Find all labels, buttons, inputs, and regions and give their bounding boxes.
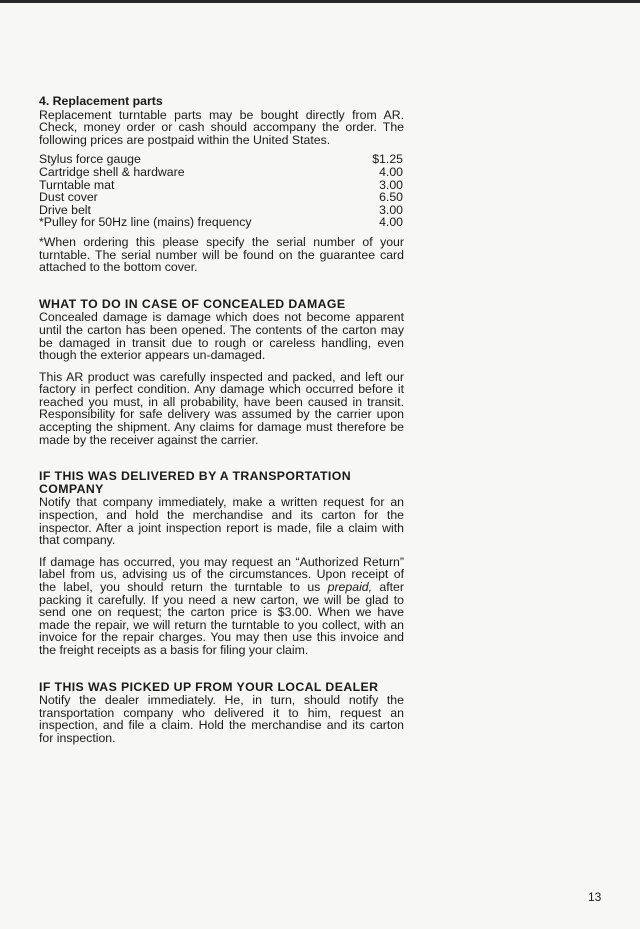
price-row-cartridge-shell	[39, 166, 404, 179]
concealed-damage-paragraph-1: Concealed damage is damage which does not become apparent until the carton has been opened. The contents of the carton may be damaged in transit due to rough or careless handling, even though the exterior appears un-damaged.	[39, 310, 404, 363]
item-name: Drive belt	[39, 202, 91, 217]
local-dealer-paragraph: Notify the dealer immediately. He, in turn, should notify the transportation company who delivered it to him, request an inspection, and file a claim. Hold the merchandise and its carton for inspection.	[39, 693, 404, 745]
concealed-damage-heading: WHAT TO DO IN CASE OF CONCEALED DAMAGE	[39, 296, 346, 311]
item-name: Turntable mat	[39, 177, 115, 192]
concealed-damage-paragraph-2: This AR product was carefully inspected and packed, and left our factory in perfect condition. Any damage which occurred before it reached you must, in all probability, have been caused in transit. Responsibility for safe delivery was assumed by the carrier upon accepting the shipment. Any claims for damage must therefore be made by the receiver against the carrier.	[39, 369, 404, 447]
price-list	[39, 153, 404, 229]
transport-p2-end: after packing it carefully. If you need a new carton, we will be glad to send one on request; the carton price is $3.00. When we have made the repair, we will return the turntable to you collect, with an invoice for the repair charges. You may then use this invoice and the freight receipts as a basis for filing your claim.	[39, 580, 404, 657]
item-price: 3.00	[379, 202, 403, 217]
item-price: 4.00	[379, 215, 403, 230]
top-border	[0, 0, 640, 3]
transportation-paragraph-2	[39, 556, 404, 657]
document-body	[39, 95, 404, 745]
price-row-dust-cover	[39, 191, 404, 204]
replacement-intro: Replacement turntable parts may be bought directly from AR. Check, money order or cash should accompany the order. The following prices are postpaid within the United States.	[39, 107, 404, 147]
item-name: Cartridge shell & hardware	[39, 164, 185, 179]
item-name: Stylus force gauge	[39, 152, 141, 167]
item-price: 3.00	[379, 177, 403, 192]
transport-p2-start: If damage has occurred, you may request an “Authorized Return” label from us, advising us of the circumstances. Upon receipt of the label, you should return the turntable to us	[39, 554, 404, 594]
item-price: 4.00	[379, 164, 403, 179]
replacement-parts-heading: 4. Replacement parts	[39, 94, 163, 108]
item-price: 6.50	[379, 190, 403, 205]
prepaid-emphasis: prepaid,	[327, 580, 373, 594]
page-number: 13	[588, 890, 602, 904]
transportation-paragraph-1: Notify that company immediately, make a written request for an inspection, and hold the merchandise and its carton for the inspector. After a joint inspection report is made, file a claim with that company.	[39, 495, 404, 548]
price-row-pulley	[39, 216, 404, 229]
transportation-company-heading: IF THIS WAS DELIVERED BY A TRANSPORTATION COMPANY	[39, 469, 351, 496]
local-dealer-heading: IF THIS WAS PICKED UP FROM YOUR LOCAL DEALER	[39, 679, 379, 694]
item-price: $1.25	[372, 152, 403, 167]
item-name: *Pulley for 50Hz line (mains) frequency	[39, 215, 252, 230]
item-name: Dust cover	[39, 190, 98, 205]
serial-number-footnote: *When ordering this please specify the serial number of your turntable. The serial number will be found on the guarantee card attached to the bottom cover.	[39, 234, 404, 275]
